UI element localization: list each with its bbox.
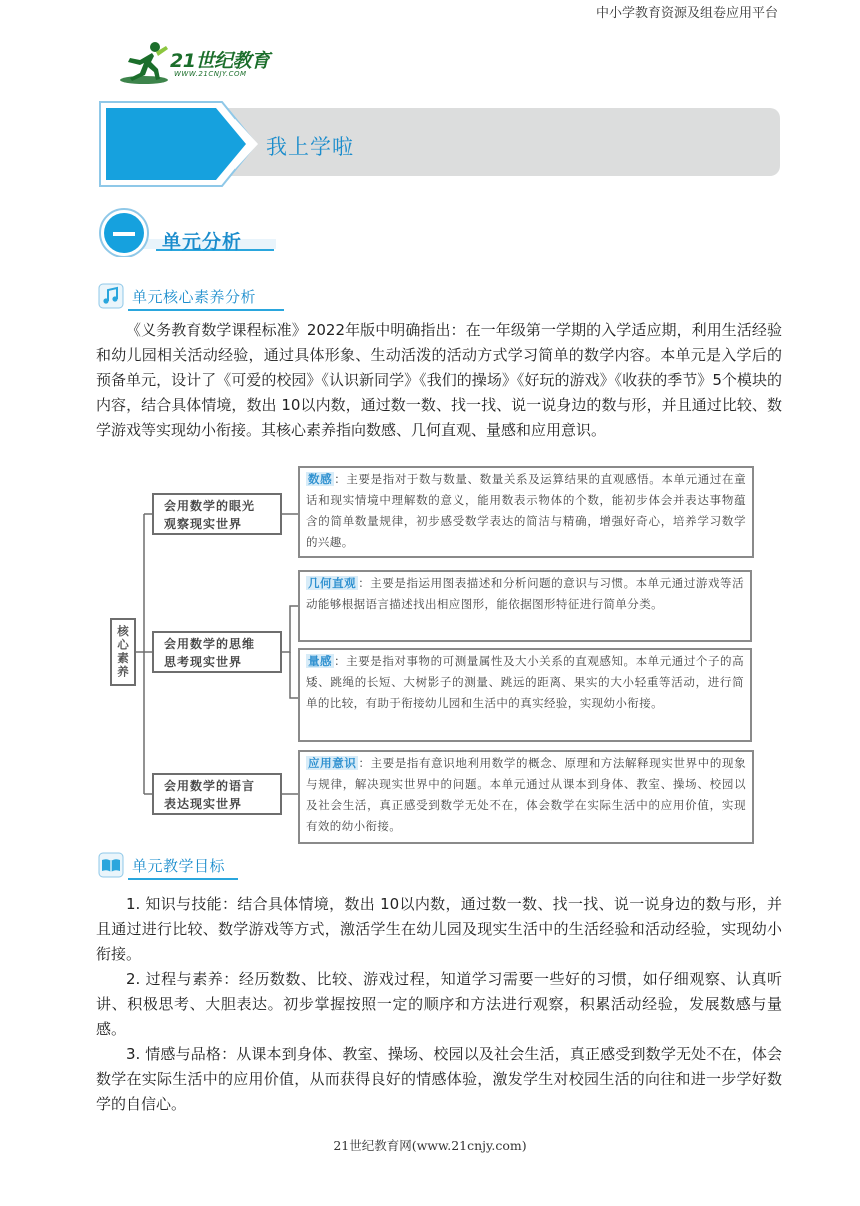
goal-process: 2. 过程与素养：经历数数、比较、游戏过程，知道学习需要一些好的习惯，如仔细观察、认真听讲、积极思考、大胆表达。初步掌握按照一定的顺序和方法进行观察，积累活动经验，发展数感与量感。	[96, 970, 782, 1038]
literacy-box-measurement	[298, 648, 752, 742]
group-eye	[152, 493, 282, 535]
runner-logo-icon	[118, 40, 172, 86]
literacy-text: ：主要是指运用图表描述和分析问题的意识与习惯。本单元通过游戏等活动能够根据语言描述找出相应图形，能依据图形特征进行简单分类。	[306, 576, 745, 611]
core-literacy-label: 核心素养	[110, 618, 136, 686]
goals-heading: 单元教学目标	[132, 857, 226, 875]
section-heading	[96, 205, 276, 257]
chapter-banner	[96, 98, 780, 190]
group-label-line1: 会用数学的思维	[164, 637, 256, 651]
page-footer[interactable]: 21世纪教育网(www.21cnjy.com)	[333, 1138, 527, 1153]
logo-url: WWW.21CNJY.COM	[174, 70, 247, 78]
literacy-text: ：主要是指对于数与数量、数量关系及运算结果的直观感悟。本单元通过在童话和现实情境中理解数的意义，能用数表示物体的个数，能初步体会并表达事物蕴含的简单数量规律，初步感受数学表达的简洁与精确，增强好奇心，培养学习数学的兴趣。	[306, 472, 746, 549]
literacy-tag: 应用意识	[308, 756, 357, 770]
analysis-subheading	[98, 283, 288, 311]
goal-knowledge: 1. 知识与技能：结合具体情境，数出 10以内数，通过数一数、找一找、说一说身边的数与形，并且通过进行比较、数学游戏等方式，激活学生在幼儿园及现实生活中的生活经验和活动经验，实现幼小衔接。	[96, 895, 782, 963]
group-label-line2: 思考现实世界	[164, 655, 243, 669]
goals-subheading	[98, 852, 258, 880]
literacy-text: ：主要是指有意识地利用数学的概念、原理和方法解释现实世界中的现象与规律，解决现实世界中的问题。本单元通过从课本到身体、教室、操场、校园以及社会生活，真正感受到数学无处不在，体会数学在实际生活中的应用价值，实现有效的幼小衔接。	[306, 756, 746, 833]
book-icon	[98, 852, 124, 878]
literacy-box-geometry	[298, 570, 752, 642]
group-label-line1: 会用数学的语言	[164, 779, 256, 793]
literacy-box-application	[298, 750, 754, 844]
group-label-line2: 表达现实世界	[164, 797, 243, 811]
group-thinking	[152, 631, 282, 673]
literacy-tag: 几何直观	[308, 576, 357, 590]
heading-underline	[128, 309, 284, 311]
analysis-paragraph: 《义务教育数学课程标准》2022年版中明确指出：在一年级第一学期的入学适应期，利用生活经验和幼儿园相关活动经验，通过具体形象、生动活泼的活动方式学习简单的数学内容。本单元是入学后的预备单元，设计了《可爱的校园》《认识新同学》《我们的操场》《好玩的游戏》《收获的季节》5个模块的内容，结合具体情境，数出 10以内数，通过数一数、找一找、说一说身边的数与形，并且通过比较、数学游戏等实现幼小衔接。其核心素养指向数感、几何直观、量感和应用意识。	[96, 321, 782, 439]
analysis-heading: 单元核心素养分析	[132, 288, 257, 306]
heading-underline	[128, 878, 238, 880]
chapter-title: 我上学啦	[266, 135, 354, 159]
section-title: 单元分析	[162, 231, 243, 253]
platform-name: 中小学教育资源及组卷应用平台	[595, 6, 778, 21]
group-language	[152, 773, 282, 815]
banner-arrow-icon	[96, 98, 266, 190]
literacy-text: ：主要是指对事物的可测量属性及大小关系的直观感知。本单元通过个子的高矮、跳绳的长短、大树影子的测量、跳远的距离、果实的大小轻重等活动，进行简单的比较，有助于衔接幼儿园和生活中的真实经验，实现幼小衔接。	[306, 654, 744, 710]
logo-wordmark: 21世纪教育	[170, 50, 270, 72]
group-label-line2: 观察现实世界	[164, 517, 243, 531]
group-label-line1: 会用数学的眼光	[164, 499, 256, 513]
site-logo[interactable]	[118, 38, 298, 86]
goal-emotion: 3. 情感与品格：从课本到身体、教室、操场、校园以及社会生活，真正感受到数学无处不在，体会数学在实际生活中的应用价值，从而获得良好的情感体验，激发学生对校园生活的向往和进一步学好数学的自信心。	[96, 1045, 782, 1113]
music-note-icon	[98, 283, 124, 309]
literacy-tag: 数感	[308, 472, 333, 486]
literacy-box-number-sense	[298, 466, 754, 558]
core-literacy-diagram	[110, 466, 760, 844]
literacy-tag: 量感	[308, 654, 333, 668]
